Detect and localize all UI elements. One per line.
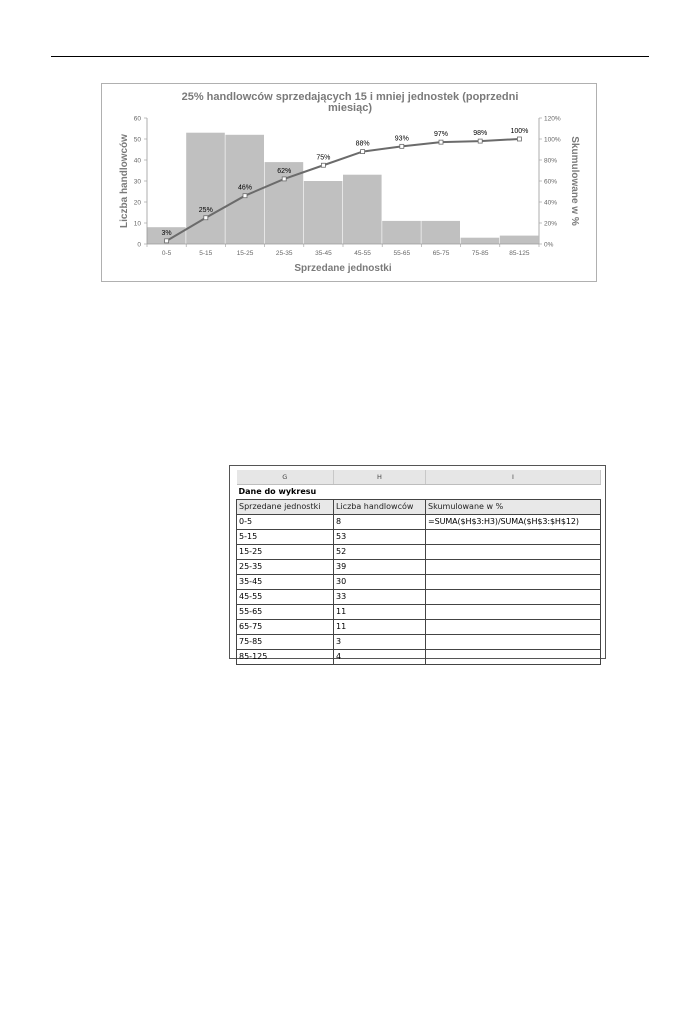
cell[interactable]: 8 [334,515,426,530]
y-tick-label: 40 [133,157,141,165]
data-label: 46% [237,184,253,192]
page-header-rule [51,56,649,57]
line-marker [361,150,365,154]
y-axis-title: Liczba handlowców [119,134,130,228]
cell[interactable] [426,605,601,620]
cell[interactable] [426,620,601,635]
cell[interactable]: 25-35 [237,560,334,575]
y2-axis-title: Skumulowane w % [569,136,580,226]
y-tick-label: 0 [137,241,141,249]
x-tick-label: 35-45 [315,250,332,257]
x-tick-label: 55-65 [393,250,411,257]
cell[interactable]: 85-125 [237,650,334,665]
y2-tick-label: 40% [544,199,558,207]
cell[interactable]: 11 [334,620,426,635]
x-tick-label: 65-75 [432,250,450,257]
line-marker [439,140,443,144]
column-header-h[interactable]: H [334,470,426,485]
chart-canvas [102,84,598,283]
x-tick-label: 75-85 [471,250,489,257]
sheet-caption[interactable]: Dane do wykresu [238,487,317,496]
column-header-row [237,470,601,485]
header-cell[interactable]: Liczba handlowców [334,500,426,515]
cell[interactable]: 5-15 [237,530,334,545]
line-marker [321,163,325,167]
cell[interactable] [426,575,601,590]
cell[interactable]: 0-5 [237,515,334,530]
y-tick-label: 20 [133,199,141,207]
y-tick-label: 50 [133,136,141,144]
data-label: 88% [355,140,370,148]
cell[interactable]: 4 [334,650,426,665]
cell[interactable]: 15-25 [237,545,334,560]
line-marker [478,139,482,143]
x-tick-label: 5-15 [199,250,213,257]
bar [186,133,225,244]
x-tick-label: 25-35 [275,250,293,257]
table-row [237,590,601,605]
table-row [237,560,601,575]
caption-row [237,485,601,500]
table-row [237,575,601,590]
cell[interactable]: 55-65 [237,605,334,620]
spreadsheet-table [236,470,601,665]
bar [382,221,421,244]
cell[interactable] [426,635,601,650]
x-tick-label: 15-25 [236,250,254,257]
line-marker [400,144,404,148]
y2-tick-label: 60% [544,178,558,186]
chart-title: 25% handlowców sprzedających 15 i mniej jednostek (poprzedni [181,91,519,103]
pareto-chart [101,83,597,282]
data-label: 3% [161,229,172,237]
y-tick-label: 60 [133,115,141,123]
x-tick-label: 0-5 [161,250,172,257]
cell[interactable]: 30 [334,575,426,590]
header-cell[interactable]: Sprzedane jednostki [237,500,334,515]
cell[interactable]: 33 [334,590,426,605]
cell[interactable] [426,590,601,605]
bar [304,181,343,244]
y-tick-label: 10 [133,220,141,228]
data-label: 98% [473,130,488,138]
data-label: 62% [277,167,292,175]
line-marker [517,137,521,141]
data-label: 93% [394,135,409,143]
x-tick-label: 85-125 [509,250,530,257]
data-label: 100% [510,128,529,135]
y2-tick-label: 20% [544,220,558,228]
y2-tick-label: 120% [544,115,561,123]
cell[interactable]: 52 [334,545,426,560]
cell[interactable]: 3 [334,635,426,650]
data-label: 25% [198,206,213,214]
cell[interactable]: 53 [334,530,426,545]
cell[interactable]: 11 [334,605,426,620]
cell[interactable]: 39 [334,560,426,575]
header-cell[interactable]: Skumulowane w % [426,500,601,515]
y2-tick-label: 80% [544,157,558,165]
cell[interactable] [426,545,601,560]
bar [500,236,539,244]
y2-tick-label: 0% [544,241,554,249]
bar [421,221,460,244]
cell[interactable]: 65-75 [237,620,334,635]
line-marker [204,216,208,220]
column-header-i[interactable]: I [426,470,601,485]
x-tick-label: 45-55 [354,250,371,257]
data-label: 97% [433,131,449,139]
line-marker [243,194,247,198]
line-marker [282,177,286,181]
cell[interactable] [426,530,601,545]
table-row [237,545,601,560]
spreadsheet-excerpt [229,465,606,659]
table-row [237,620,601,635]
bar [343,175,382,244]
formula-cell[interactable]: =SUMA($H$3:H3)/SUMA($H$3:$H$12) [426,515,601,530]
cell[interactable] [426,650,601,665]
table-row [237,515,601,530]
line-marker [165,239,169,243]
column-header-g[interactable]: G [237,470,334,485]
cell[interactable]: 75-85 [237,635,334,650]
table-row [237,530,601,545]
table-row [237,635,601,650]
cell[interactable]: 45-55 [237,590,334,605]
bar [461,238,500,244]
x-axis-title: Sprzedane jednostki [294,263,392,274]
table-header-row [237,500,601,515]
cell[interactable]: 35-45 [237,575,334,590]
y2-tick-label: 100% [544,136,561,144]
table-row [237,650,601,665]
cell[interactable] [426,560,601,575]
y-tick-label: 30 [133,178,141,186]
data-label: 75% [316,154,331,162]
chart-title: miesiąc) [327,102,373,114]
table-row [237,605,601,620]
